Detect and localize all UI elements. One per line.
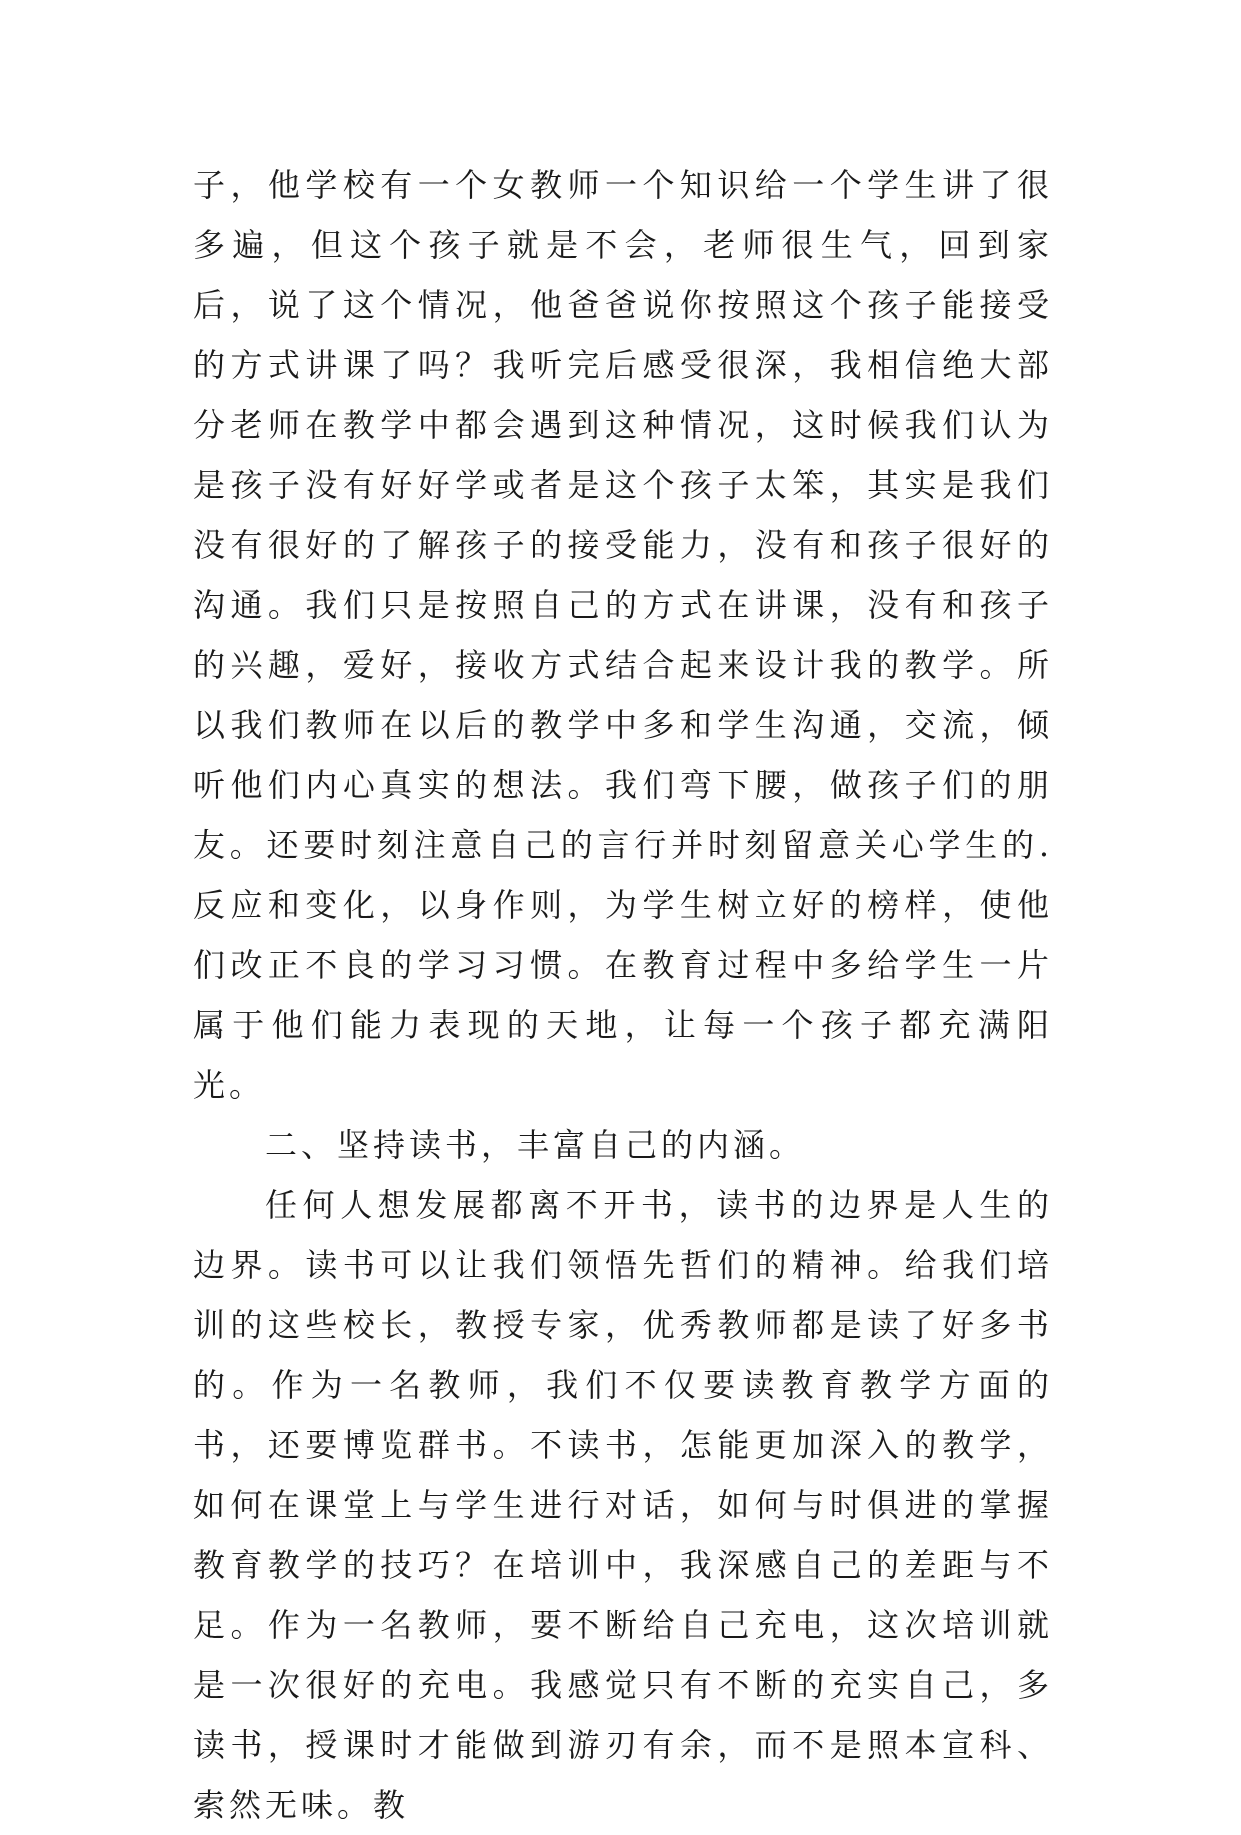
paragraph-continued: 子，他学校有一个女教师一个知识给一个学生讲了很多遍，但这个孩子就是不会，老师很生气，回到家后，说了这个情况，他爸爸说你按照这个孩子能接受的方式讲课了吗？我听完后感受很深，我相信绝大部分老师在教学中都会遇到这种情况，这时候我们认为是孩子没有好好学或者是这个孩子太笨，其实是我们没有很好的了解孩子的接受能力，没有和孩子很好的沟通。我们只是按照自己的方式在讲课，没有和孩子的兴趣，爱好，接收方式结合起来设计我的教学。所以我们教师在以后的教学中多和学生沟通，交流，倾听他们内心真实的想法。我们弯下腰，做孩子们的朋友。还要时刻注意自己的言行并时刻留意关心学生的.反应和变化，以身作则，为学生树立好的榜样，使他们改正不良的学习习惯。在教育过程中多给学生一片属于他们能力表现的天地，让每一个孩子都充满阳光。	[193, 166, 1053, 1104]
paragraph-reading: 任何人想发展都离不开书，读书的边界是人生的边界。读书可以让我们领悟先哲们的精神。给我们培训的这些校长，教授专家，优秀教师都是读了好多书的。作为一名教师，我们不仅要读教育教学方面的书，还要博览群书。不读书，怎能更加深入的教学，如何在课堂上与学生进行对话，如何与时俱进的掌握教育教学的技巧？在培训中，我深感自己的差距与不足。作为一名教师，要不断给自己充电，这次培训就是一次很好的充电。我感觉只有不断的充实自己，多读书，授课时才能做到游刃有余，而不是照本宣科、索然无味。教	[193, 1186, 1053, 1824]
body-text	[193, 155, 1053, 1835]
section-heading: 二、坚持读书，丰富自己的内涵。	[265, 1126, 806, 1164]
